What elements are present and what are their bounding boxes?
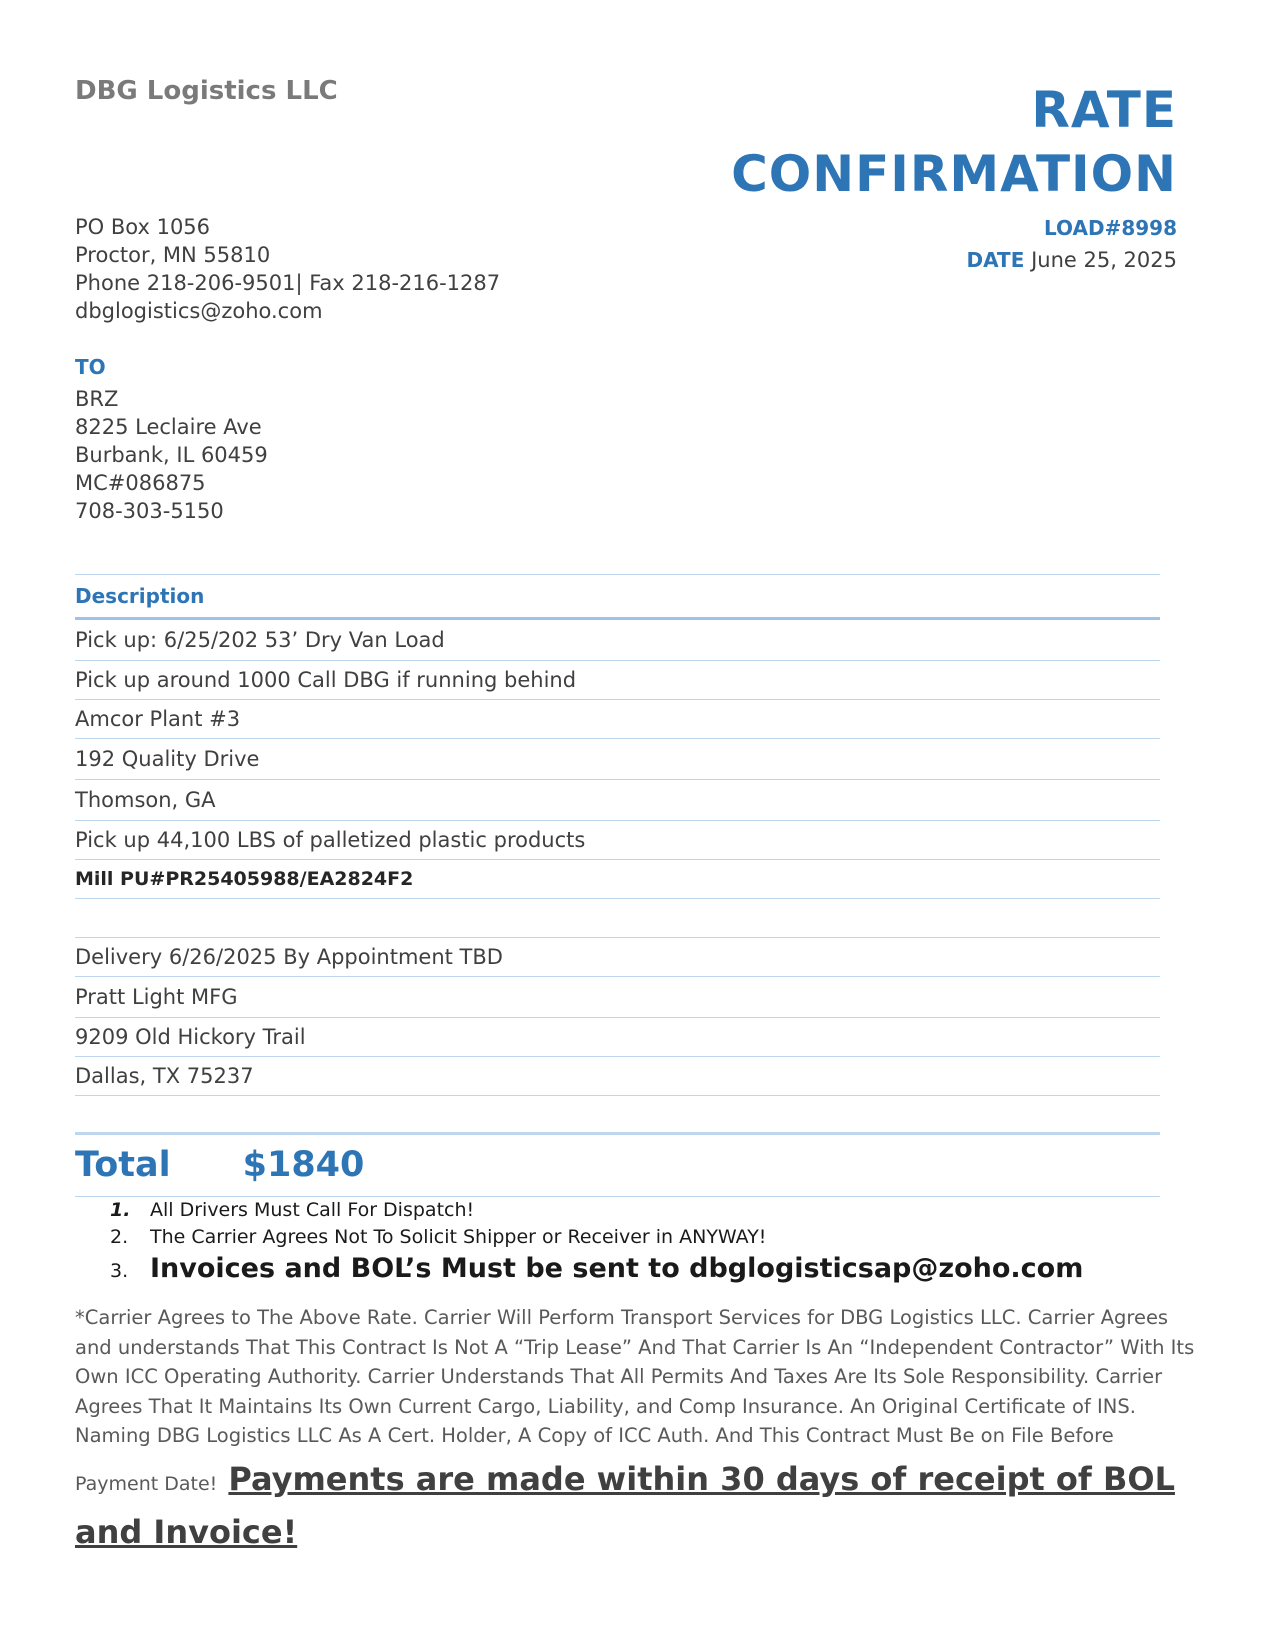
title-line-2: CONFIRMATION [731,145,1177,203]
description-row [75,899,1160,938]
note-number: 2. [110,1226,129,1248]
sender-email: dbglogistics@zoho.com [75,299,323,323]
note-number: 3. [110,1260,129,1282]
company-name: DBG Logistics LLC [75,76,338,106]
sender-phone-fax: Phone 218-206-9501| Fax 218-216-1287 [75,271,501,295]
description-row: Pick up around 1000 Call DBG if running behind [75,661,1160,700]
sender-address-line2: Proctor, MN 55810 [75,243,271,267]
description-row: 9209 Old Hickory Trail [75,1018,1160,1057]
note-item [110,1226,1083,1253]
to-label: TO [75,355,106,379]
document-title [731,78,1177,206]
recipient-mc-number: MC#086875 [75,471,206,495]
description-row: Thomson, GA [75,780,1160,821]
load-number: LOAD#8998 [1044,216,1177,240]
title-line-1: RATE [1031,81,1177,139]
load-meta [967,212,1177,276]
total-row [75,1132,1160,1197]
note-text: The Carrier Agrees Not To Solicit Shipper or Receiver in ANYWAY! [150,1226,767,1248]
recipient-phone: 708-303-5150 [75,499,224,523]
note-item [110,1253,1083,1291]
description-row: Amcor Plant #3 [75,700,1160,739]
recipient-city: Burbank, IL 60459 [75,443,268,467]
description-row: 192 Quality Drive [75,739,1160,780]
description-row: Delivery 6/26/2025 By Appointment TBD [75,938,1160,977]
description-row: Mill PU#PR25405988/EA2824F2 [75,860,1160,899]
legal-terms: *Carrier Agrees to The Above Rate. Carrier Will Perform Transport Services for DBG Logistics LLC. Carrier Agrees and understands That This Contract Is Not A “Trip Lease” And That Carrier Is An “Independent Contractor” With Its Own ICC Operating Authority. Carrier Understands That All Permits And Taxes Are Its Sole Responsibility. Carrier Agrees That It Maintains Its Own Current Cargo, Liability, and Comp Insurance. An Original Certificate of INS. Naming DBG Logistics LLC As A Cert. Holder, A Copy of ICC Auth. And This Contract Must Be on File Before [75,1306,1195,1447]
recipient-name: BRZ [75,387,119,411]
description-row: Pratt Light MFG [75,977,1160,1018]
recipient-street: 8225 Leclaire Ave [75,415,262,439]
date-line [967,244,1177,276]
total-label: Total [75,1145,171,1185]
date-label: DATE [966,248,1025,272]
sender-address-line1: PO Box 1056 [75,215,211,239]
description-row [75,1096,1160,1135]
payment-date-label: Payment Date! [75,1473,218,1495]
payment-terms-text: Payments are made within 30 days of receipt of BOL and Invoice! [75,1460,1175,1551]
description-header: Description [75,574,1160,620]
description-row: Dallas, TX 75237 [75,1057,1160,1096]
payment-terms [75,1455,1200,1556]
description-table [75,574,1160,1135]
total-amount: $1840 [242,1145,365,1185]
note-text: All Drivers Must Call For Dispatch! [150,1199,475,1221]
description-row: Pick up 44,100 LBS of palletized plastic products [75,821,1160,860]
description-row: Pick up: 6/25/202 53’ Dry Van Load [75,620,1160,661]
recipient-address [75,385,268,525]
notes-list [110,1199,1083,1291]
date-value: June 25, 2025 [1031,248,1177,272]
note-text: Invoices and BOL’s Must be sent to dbglogisticsap@zoho.com [150,1253,1084,1284]
sender-address [75,213,500,325]
note-number: 1. [110,1199,131,1221]
note-item [110,1199,1083,1226]
